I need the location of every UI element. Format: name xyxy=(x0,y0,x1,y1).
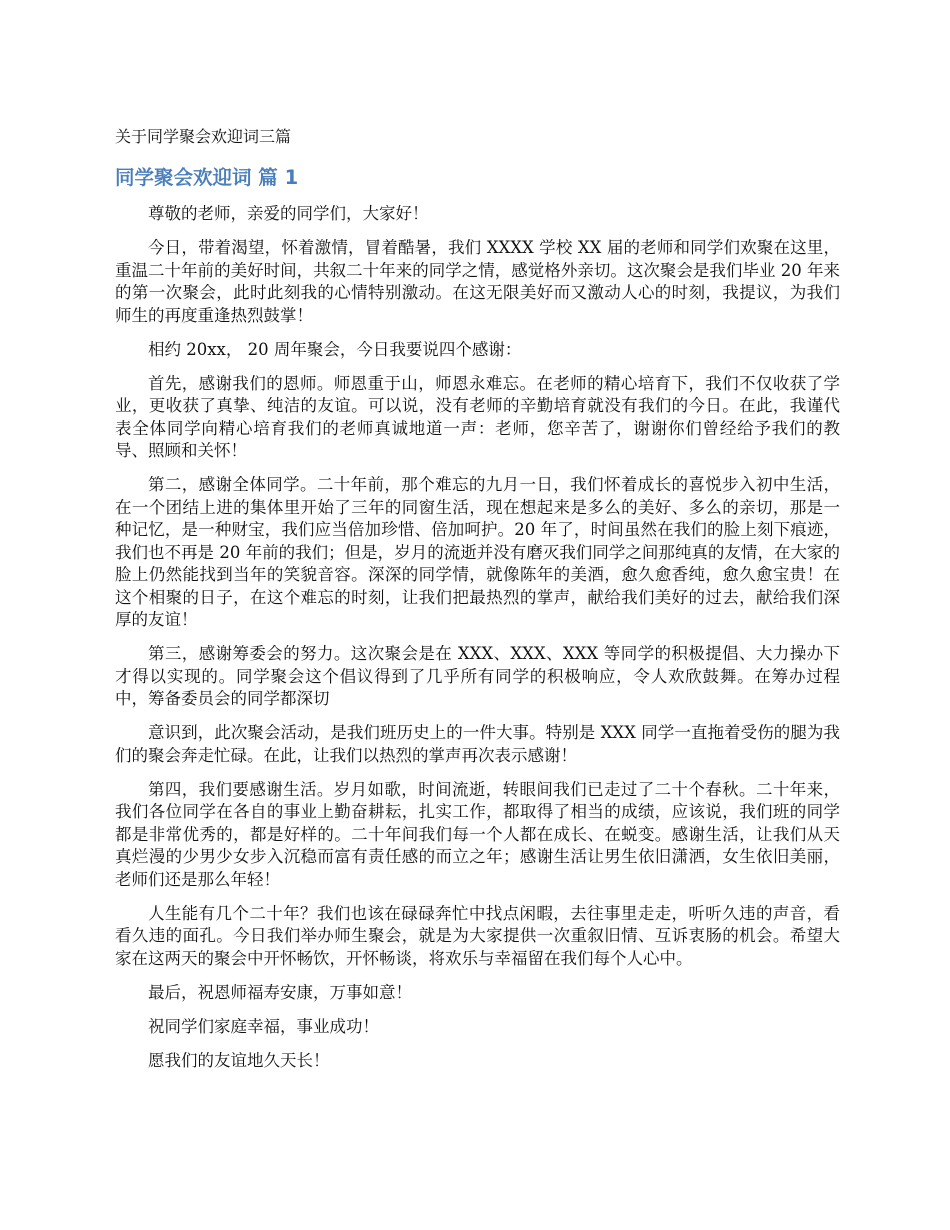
paragraph-thanks-teachers: 首先，感谢我们的恩师。师恩重于山，师恩永难忘。在老师的精心培育下，我们不仅收获了学业，更收获了真挚、纯洁的友谊。可以说，没有老师的辛勤培育就没有我们的今日。在此，我谨代表全体同学向精心培育我们的老师真诚地道一声：老师，您辛苦了，谢谢你们曾经给予我们的教导、照顾和关怀！ xyxy=(115,373,840,460)
paragraph-thanks-committee: 第三，感谢筹委会的努力。这次聚会是在 XXX、XXX、XXX 等同学的积极提倡、大力操办下才得以实现的。同学聚会这个倡议得到了几乎所有同学的积极响应，令人欢欣鼓舞。在筹办过程中，筹备委员会的同学都深切 xyxy=(115,644,840,708)
paragraph-wish-classmates: 祝同学们家庭幸福，事业成功！ xyxy=(148,1016,379,1036)
section-heading: 同学聚会欢迎词 篇 1 xyxy=(115,166,299,189)
paragraph-thanks-classmates: 第二，感谢全体同学。二十年前，那个难忘的九月一日，我们怀着成长的喜悦步入初中生活，在一个团结上进的集体里开始了三年的同窗生活，现在想起来是多么的美好、多么的亲切，那是一种记忆，是一种财宝，我们应当倍加珍惜、倍加呵护。20 年了，时间虽然在我们的脸上刻下痕迹，我们也不再是 20 年前的我们；但是，岁月的流逝并没有磨灭我们同学之间那纯真的友情，在大家的脸上仍然能找到当年的笑貌音容。深深的同学情，就像陈年的美酒，愈久愈香纯，愈久愈宝贵！在这个相聚的日子，在这个难忘的时刻，让我们把最热烈的掌声，献给我们美好的过去，献给我们深厚的友谊！ xyxy=(115,475,840,629)
paragraph-four-thanks: 相约 20xx， 20 周年聚会，今日我要说四个感谢： xyxy=(148,339,522,359)
document-title: 关于同学聚会欢迎词三篇 xyxy=(115,127,292,146)
paragraph-twenty-years: 人生能有几个二十年？我们也该在碌碌奔忙中找点闲暇，去往事里走走，听听久违的声音，看看久违的面孔。今日我们举办师生聚会，就是为大家提供一次重叙旧情、互诉衷肠的机会。希望大家在这两天的聚会中开怀畅饮，开怀畅谈，将欢乐与幸福留在我们每个人心中。 xyxy=(115,903,840,968)
paragraph-opening: 今日，带着渴望，怀着激情，冒着酷暑，我们 XXXX 学校 XX 届的老师和同学们欢聚在这里，重温二十年前的美好时间，共叙二十年来的同学之情，感觉格外亲切。这次聚会是我们毕业 20 年来的第一次聚会，此时此刻我的心情特别激动。在这无限美好而又激动人心的时刻，我提议，为我们师生的再度重逢热烈鼓掌！ xyxy=(115,238,840,325)
paragraph-wish-teachers: 最后，祝恩师福寿安康，万事如意！ xyxy=(148,982,412,1002)
paragraph-committee-continued: 意识到，此次聚会活动，是我们班历史上的一件大事。特别是 XXX 同学一直拖着受伤的腿为我们的聚会奔走忙碌。在此，让我们以热烈的掌声再次表示感谢！ xyxy=(115,723,840,765)
paragraph-greeting: 尊敬的老师，亲爱的同学们，大家好！ xyxy=(148,204,429,223)
document-body xyxy=(115,203,840,1084)
paragraph-thanks-life: 第四，我们要感谢生活。岁月如歌，时间流逝，转眼间我们已走过了二十个春秋。二十年来，我们各位同学在各自的事业上勤奋耕耘，扎实工作，都取得了相当的成绩，应该说，我们班的同学都是非常优秀的，都是好样的。二十年间我们每一个人都在成长、在蜕变。感谢生活，让我们从天真烂漫的少男少女步入沉稳而富有责任感的而立之年；感谢生活让男生依旧潇洒，女生依旧美丽，老师们还是那么年轻！ xyxy=(115,779,840,889)
paragraph-wish-friendship: 愿我们的友谊地久天长！ xyxy=(148,1050,330,1070)
